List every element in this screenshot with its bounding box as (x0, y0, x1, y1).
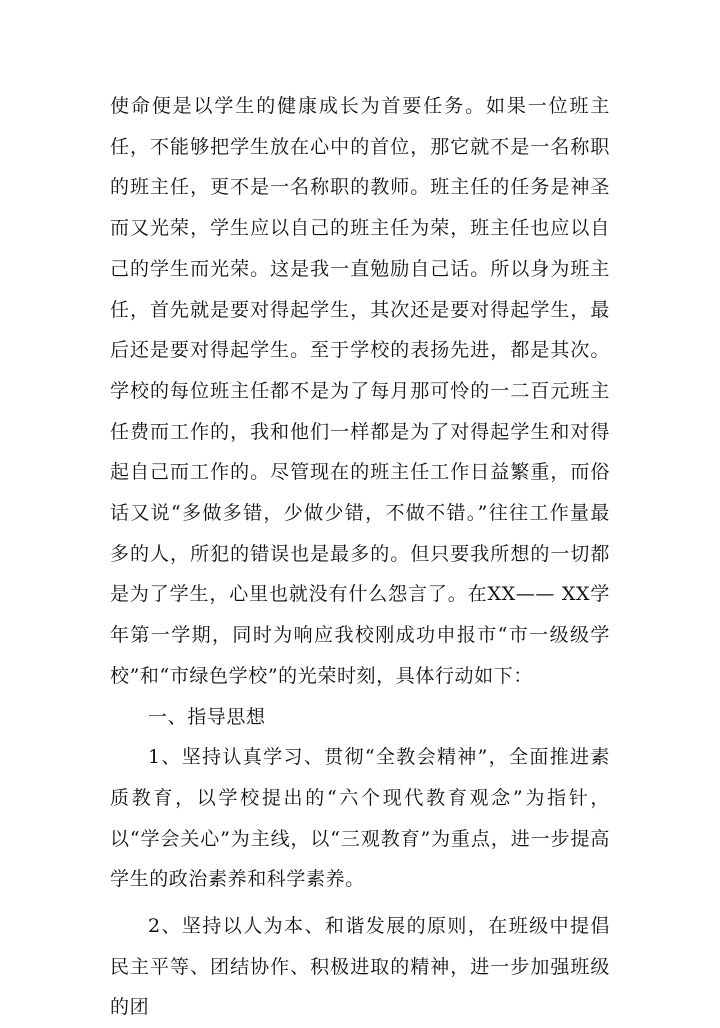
list-item: 1、坚持认真学习、贯彻“全教会精神”，全面推进素质教育，以学校提出的“六个现代教育观念”为指针，以“学会关心”为主线，以“三观教育”为重点，进一步提高学生的政治素养和科学素养。 (110, 746, 610, 891)
document-body (110, 86, 610, 1028)
section-heading: 一、指导思想 (148, 705, 266, 728)
body-paragraph: 使命便是以学生的健康成长为首要任务。如果一位班主任，不能够把学生放在心中的首位，那它就不是一名称职的班主任，更不是一名称职的教师。班主任的任务是神圣而又光荣，学生应以自己的班主任为荣，班主任也应以自己的学生而光荣。这是我一直勉励自己话。所以身为班主任，首先就是要对得起学生，其次还是要对得起学生，最后还是要对得起学生。至于学校的表扬先进，都是其次。学校的每位班主任都不是为了每月那可怜的一二百元班主任费而工作的，我和他们一样都是为了对得起学生和对得起自己而工作的。尽管现在的班主任工作日益繁重，而俗话又说“多做多错，少做少错，不做不错。”往往工作量最多的人，所犯的错误也是最多的。但只要我所想的一切都是为了学生，心里也就没有什么怨言了。在XX—— XX学年第一学期，同时为响应我校刚成功申报市“市一级级学校”和“市绿色学校”的光荣时刻，具体行动如下： (110, 95, 610, 687)
list-item: 2、坚持以人为本、和谐发展的原则，在班级中提倡民主平等、团结协作、积极进取的精神，进一步加强班级的团 (110, 915, 610, 1019)
